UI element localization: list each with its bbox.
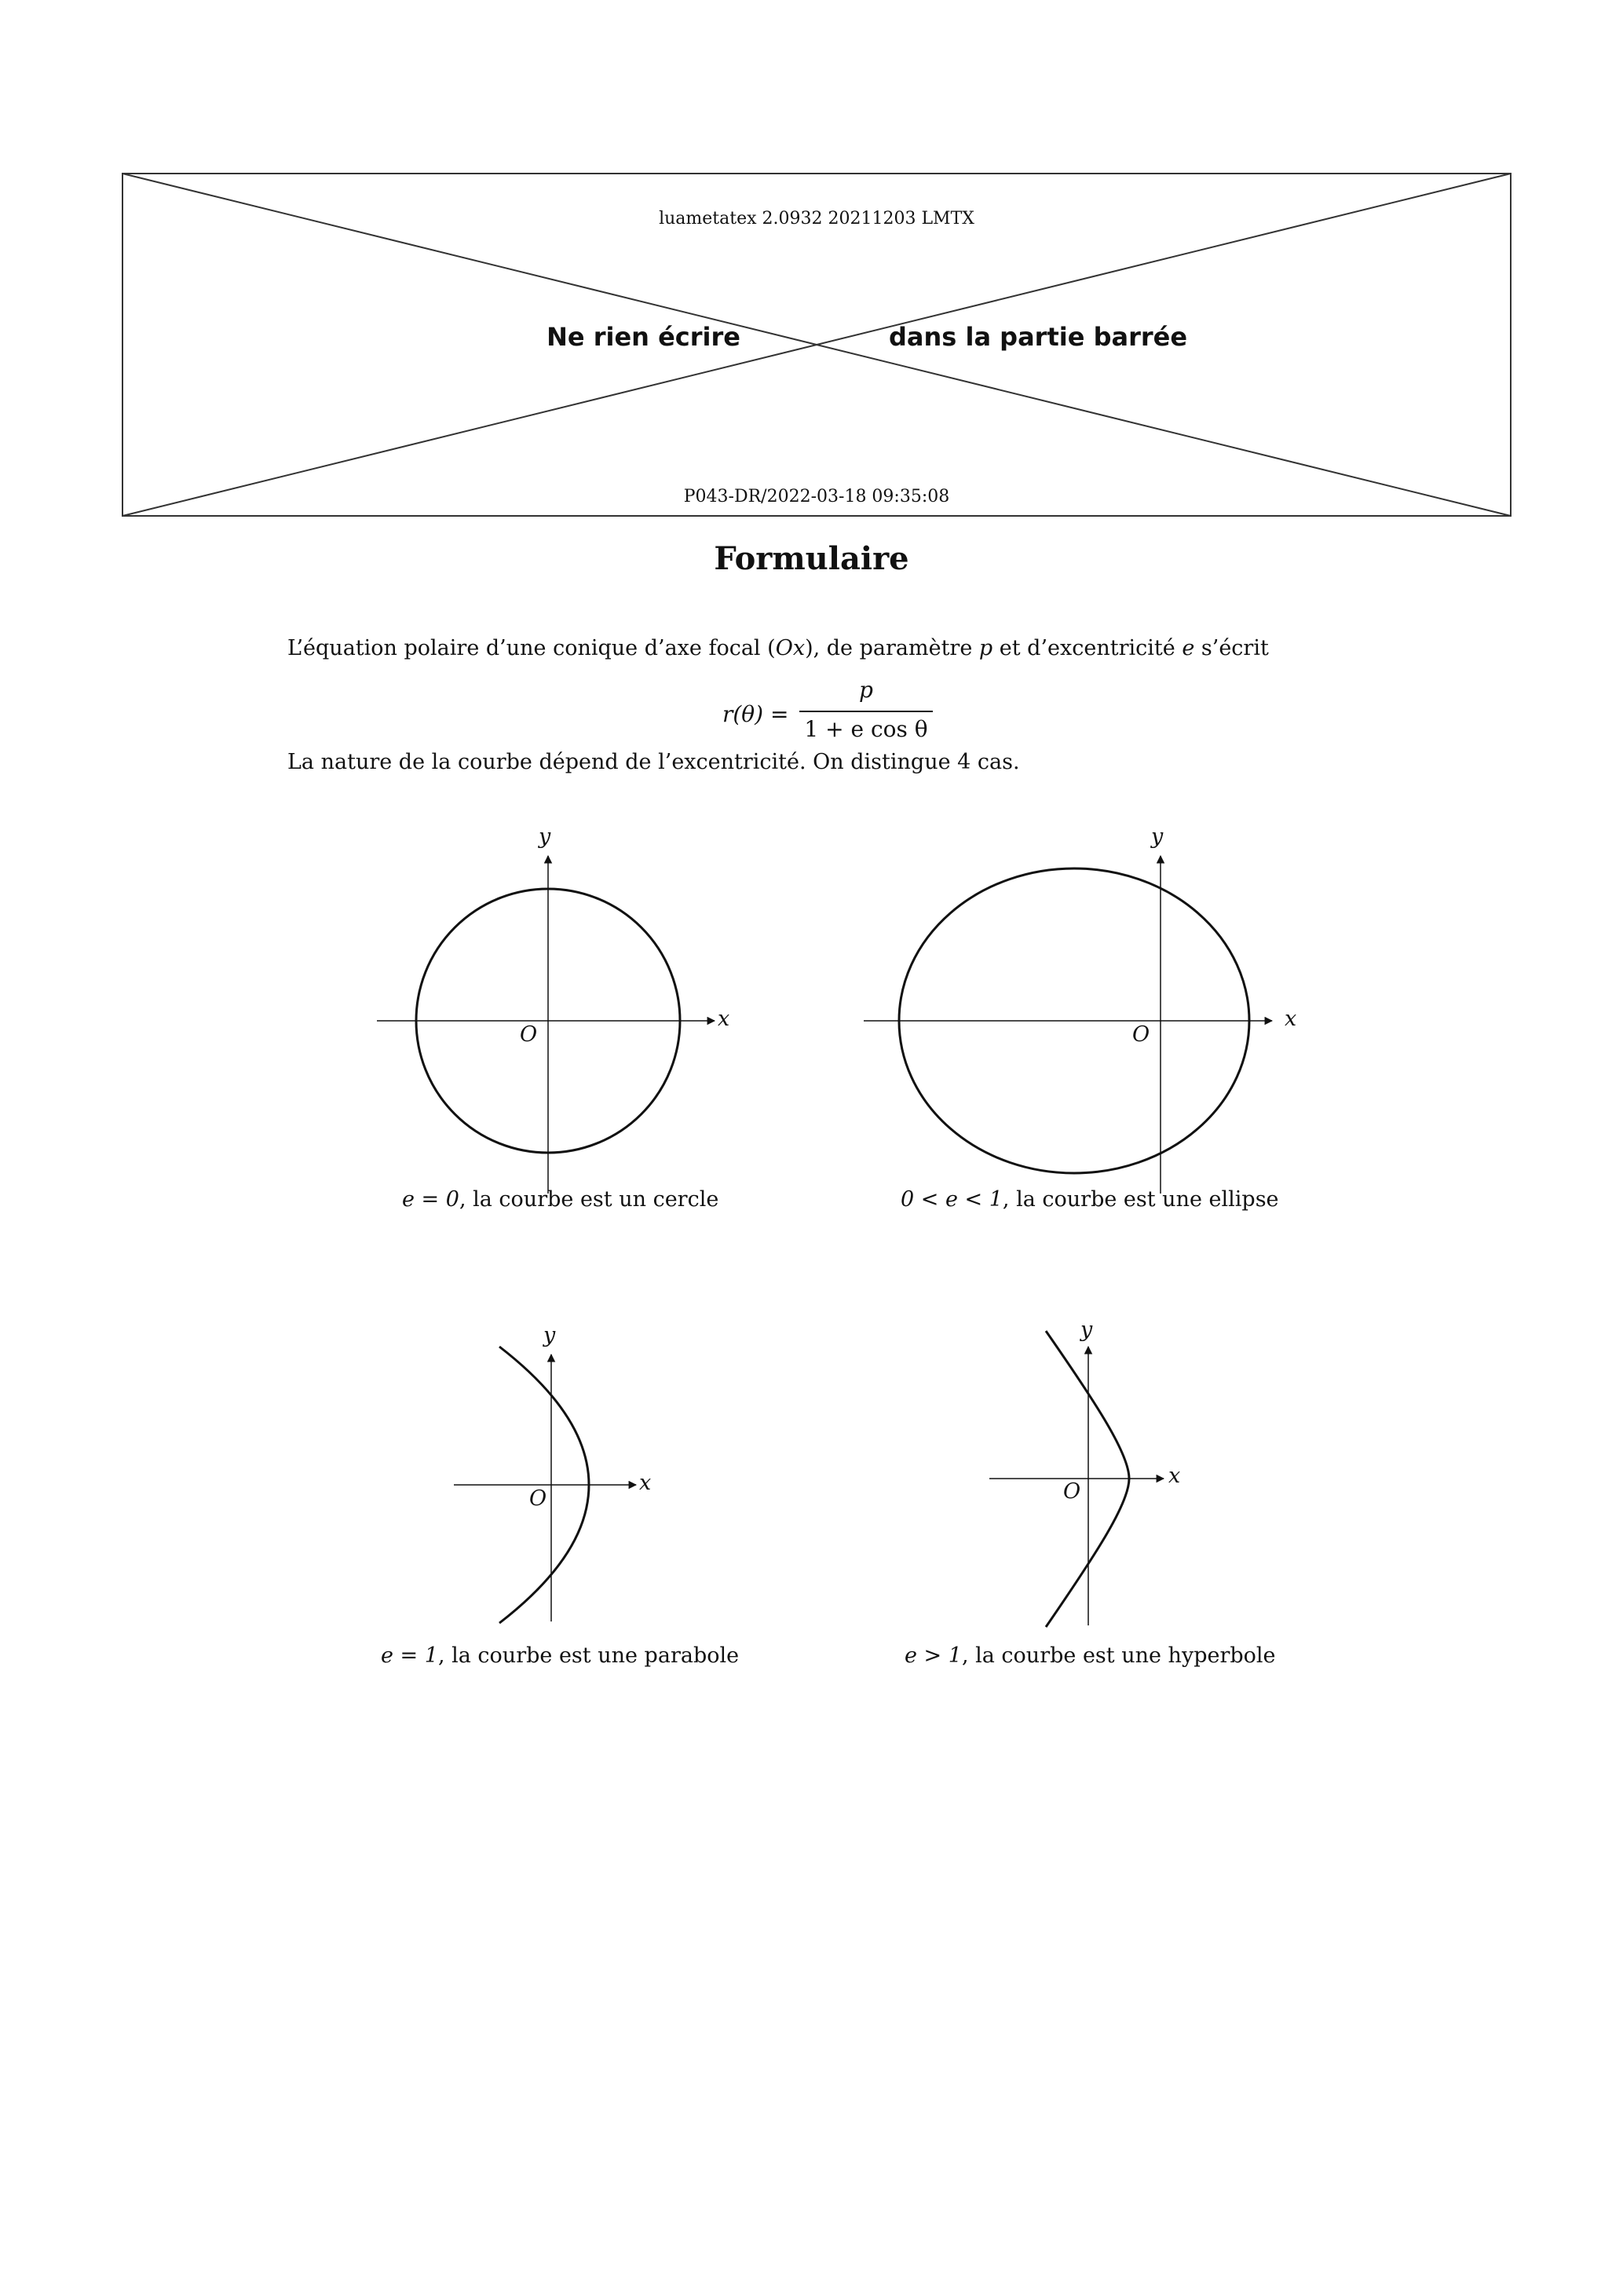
hyperbola-caption-text: , la courbe est une hyperbole [961,1643,1276,1668]
intro-e: e [1182,636,1195,660]
intro-part2: ), de paramètre [805,636,979,660]
y-label: y [1080,1318,1093,1342]
formula-denominator: 1 + e cos θ [804,716,928,742]
parabola-figure [448,1323,667,1637]
banner-left-text: Ne rien écrire [546,322,740,352]
y-label: y [539,824,551,849]
circle-caption [402,1187,718,1212]
crossed-out-banner [122,173,1512,517]
hyperbola-caption [905,1643,1276,1668]
banner-bottom-line: P043-DR/2022-03-18 09:35:08 [683,487,950,506]
y-label: y [543,1323,556,1347]
origin-label: O [1063,1479,1081,1504]
banner-right-text: dans la partie barrée [889,322,1188,352]
circle-caption-text: , la courbe est un cercle [459,1187,719,1212]
ellipse-caption [901,1187,1279,1212]
ellipse-caption-text: , la courbe est une ellipse [1002,1187,1279,1212]
parabola-plot [448,1323,667,1637]
nature-paragraph: La nature de la courbe dépend de l’excentricité. On distingue 4 cas. [287,750,1020,774]
x-label: x [1285,1007,1297,1031]
parabola-caption-math: e = 1 [381,1643,438,1668]
origin-label: O [529,1486,547,1511]
ellipse-figure [856,824,1311,1233]
x-label: x [1168,1464,1181,1488]
intro-part1: L’équation polaire d’une conique d’axe focal ( [287,636,776,660]
y-label: y [1151,824,1164,849]
banner-top-line: luametatex 2.0932 20211203 LMTX [659,209,974,229]
parabola-caption-text: , la courbe est une parabole [437,1643,740,1668]
x-label: x [718,1007,730,1031]
x-label: x [639,1471,652,1495]
circle-figure [369,824,746,1233]
intro-p: p [978,636,993,660]
intro-paragraph [287,636,1269,660]
polar-equation [722,677,928,755]
formula-numerator: p [859,677,873,703]
intro-part4: s’écrit [1194,636,1269,660]
hyperbola-caption-math: e > 1 [905,1643,962,1668]
fraction-bar [799,711,933,712]
hyperbola-figure [981,1319,1201,1649]
ellipse-caption-math: 0 < e < 1 [901,1187,1003,1212]
ellipse-plot [856,824,1311,1233]
origin-label: O [1132,1022,1150,1047]
circle-caption-math: e = 0 [402,1187,459,1212]
origin-label: O [520,1022,538,1047]
intro-part3: et d’excentricité [992,636,1183,660]
page-title: Formulaire [714,540,909,577]
circle-plot [369,824,746,1233]
formula-lhs: r(θ) = [722,701,789,727]
parabola-caption [381,1643,739,1668]
intro-ox: Ox [775,636,806,660]
